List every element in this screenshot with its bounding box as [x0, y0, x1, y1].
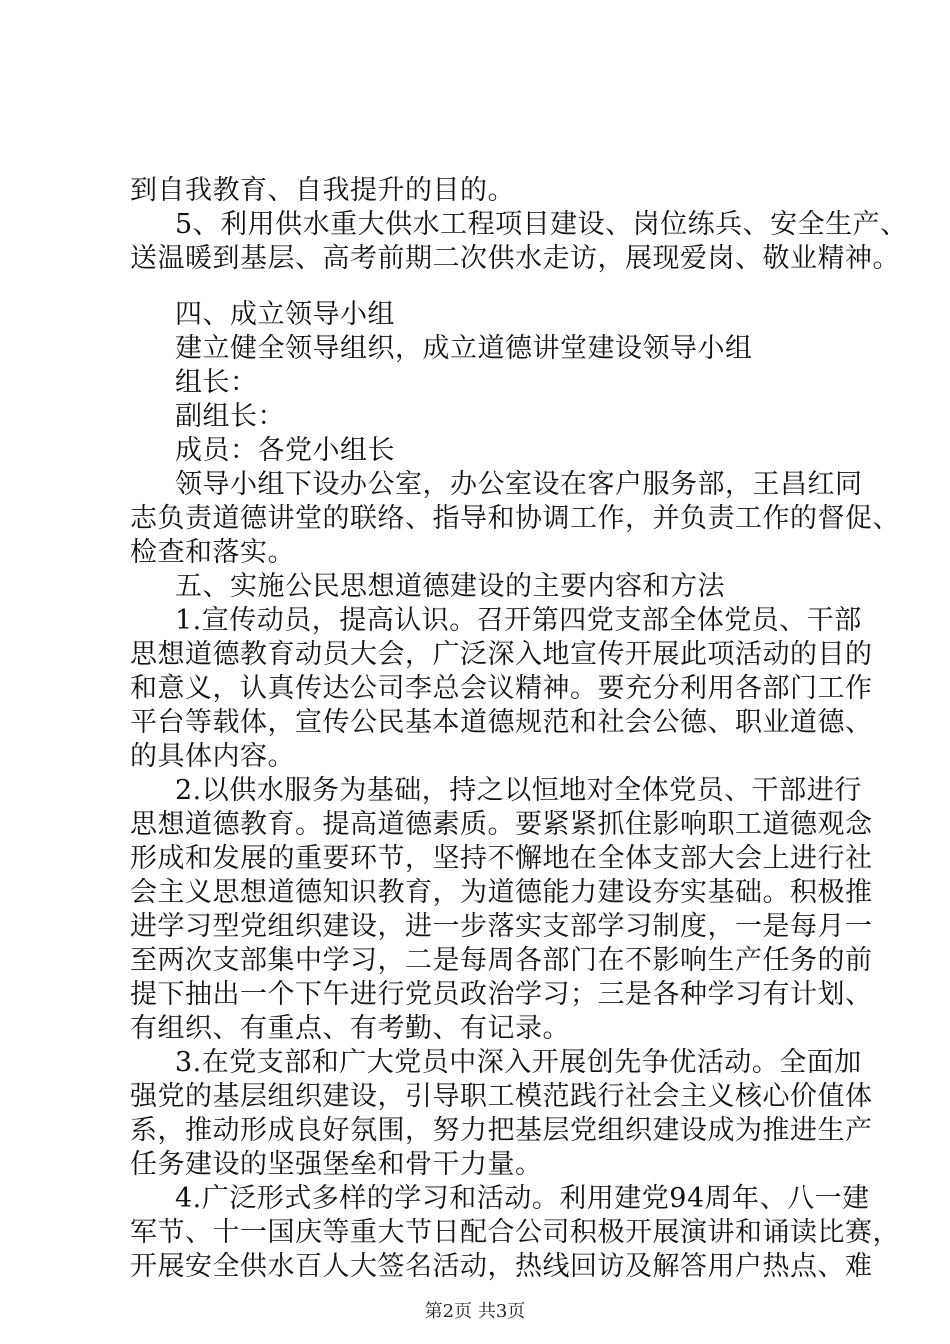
- text-line: 强党的基层组织建设，引导职工模范践行社会主义核心价值体: [130, 1081, 873, 1112]
- text-line: 开展安全供水百人大签名活动，热线回访及解答用户热点、难: [130, 1251, 873, 1282]
- section-heading: 五、实施公民思想道德建设的主要内容和方法: [175, 571, 725, 602]
- text-line: 送温暖到基层、高考前期二次供水走访，展现爱岗、敬业精神。: [130, 243, 900, 274]
- text-line: 1.宣传动员，提高认识。召开第四党支部全体党员、干部: [175, 605, 862, 636]
- text-line: 5、利用供水重大供水工程项目建设、岗位练兵、安全生产、: [175, 209, 908, 240]
- text-line: 4.广泛形式多样的学习和活动。利用建党94周年、八一建: [175, 1183, 870, 1214]
- text-line: 至两次支部集中学习，二是每周各部门在不影响生产任务的前: [130, 945, 873, 976]
- section-heading: 四、成立领导小组: [175, 299, 395, 330]
- text-line: 思想道德教育动员大会，广泛深入地宣传开展此项活动的目的: [130, 639, 873, 670]
- text-line: 领导小组下设办公室，办公室设在客户服务部，王昌红同: [175, 469, 863, 500]
- page-number-footer: 第2页 共3页: [424, 1301, 526, 1322]
- text-line: 思想道德教育。提高道德素质。要紧紧抓住影响职工道德观念: [130, 809, 873, 840]
- text-line: 系，推动形成良好氛围，努力把基层党组织建设成为推进生产: [130, 1115, 873, 1146]
- text-line: 组长：: [175, 367, 258, 398]
- text-line: 2.以供水服务为基础，持之以恒地对全体党员、干部进行: [175, 775, 862, 806]
- text-line: 的具体内容。: [130, 741, 295, 772]
- text-line: 成员：各党小组长: [175, 435, 395, 466]
- text-line: 志负责道德讲堂的联络、指导和协调工作，并负责工作的督促、: [130, 503, 900, 534]
- text-line: 建立健全领导组织，成立道德讲堂建设领导小组: [175, 333, 753, 364]
- text-line: 会主义思想道德知识教育，为道德能力建设夯实基础。积极推: [130, 877, 873, 908]
- text-line: 副组长：: [175, 401, 285, 432]
- text-line: 军节、十一国庆等重大节日配合公司积极开展演讲和诵读比赛，: [130, 1217, 900, 1248]
- text-line: 有组织、有重点、有考勤、有记录。: [130, 1013, 570, 1044]
- text-line: 3.在党支部和广大党员中深入开展创先争优活动。全面加: [175, 1047, 862, 1078]
- text-line: 任务建设的坚强堡垒和骨干力量。: [130, 1149, 543, 1180]
- text-line: 形成和发展的重要环节，坚持不懈地在全体支部大会上进行社: [130, 843, 873, 874]
- text-line: 检查和落实。: [130, 537, 295, 568]
- text-line: 平台等载体，宣传公民基本道德规范和社会公德、职业道德、: [130, 707, 873, 738]
- text-line: 提下抽出一个下午进行党员政治学习；三是各种学习有计划、: [130, 979, 873, 1010]
- text-line: 和意义，认真传达公司李总会议精神。要充分利用各部门工作: [130, 673, 873, 704]
- text-line: 进学习型党组织建设，进一步落实支部学习制度，一是每月一: [130, 911, 873, 942]
- text-line: 到自我教育、自我提升的目的。: [130, 175, 515, 206]
